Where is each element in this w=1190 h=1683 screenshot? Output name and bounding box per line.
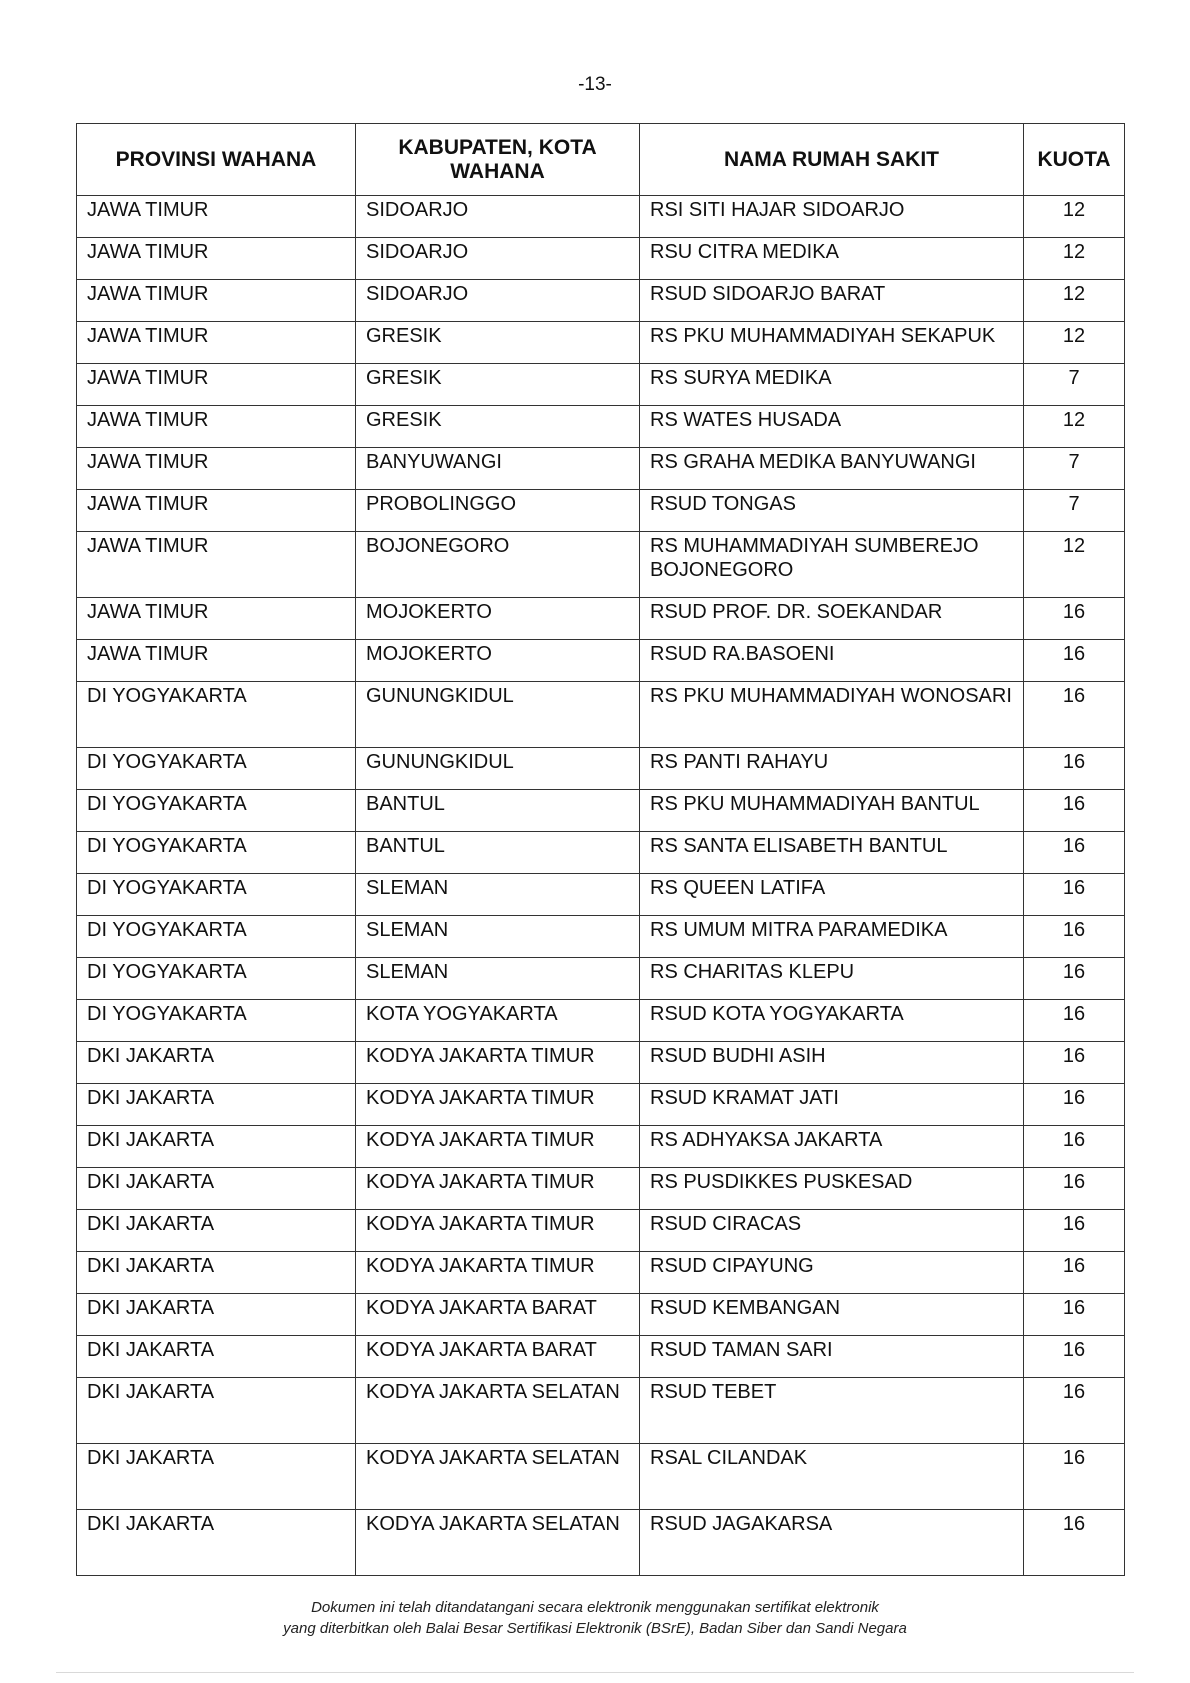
cell-provinsi: JAWA TIMUR (77, 532, 356, 598)
cell-kuota: 16 (1024, 832, 1125, 874)
cell-kabupaten-kota: BANTUL (356, 790, 640, 832)
table-row (77, 1252, 1125, 1294)
header-kuota: KUOTA (1024, 124, 1125, 196)
e-signature-footer (0, 1597, 1190, 1639)
header-kabupaten-kota: KABUPATEN, KOTA WAHANA (356, 124, 640, 196)
cell-provinsi: DKI JAKARTA (77, 1510, 356, 1576)
cell-kuota: 16 (1024, 598, 1125, 640)
table-row (77, 364, 1125, 406)
cell-provinsi: DI YOGYAKARTA (77, 682, 356, 748)
cell-rumah-sakit: RS ADHYAKSA JAKARTA (640, 1126, 1024, 1168)
cell-kabupaten-kota: MOJOKERTO (356, 598, 640, 640)
cell-kuota: 16 (1024, 1510, 1125, 1576)
cell-provinsi: JAWA TIMUR (77, 640, 356, 682)
table-row (77, 790, 1125, 832)
cell-kabupaten-kota: KODYA JAKARTA TIMUR (356, 1210, 640, 1252)
cell-kabupaten-kota: KODYA JAKARTA TIMUR (356, 1252, 640, 1294)
table-row (77, 958, 1125, 1000)
table-row (77, 1210, 1125, 1252)
cell-kuota: 16 (1024, 1000, 1125, 1042)
cell-rumah-sakit: RSUD PROF. DR. SOEKANDAR (640, 598, 1024, 640)
cell-provinsi: JAWA TIMUR (77, 238, 356, 280)
cell-kuota: 16 (1024, 874, 1125, 916)
cell-provinsi: DI YOGYAKARTA (77, 748, 356, 790)
table-row (77, 490, 1125, 532)
table-row (77, 406, 1125, 448)
cell-rumah-sakit: RS PKU MUHAMMADIYAH SEKAPUK (640, 322, 1024, 364)
cell-provinsi: DKI JAKARTA (77, 1084, 356, 1126)
cell-provinsi: DKI JAKARTA (77, 1444, 356, 1510)
table-row (77, 874, 1125, 916)
cell-rumah-sakit: RSUD SIDOARJO BARAT (640, 280, 1024, 322)
cell-kabupaten-kota: KODYA JAKARTA TIMUR (356, 1042, 640, 1084)
table-row (77, 322, 1125, 364)
cell-rumah-sakit: RSUD KRAMAT JATI (640, 1084, 1024, 1126)
cell-kuota: 16 (1024, 1378, 1125, 1444)
page-number: -13- (578, 74, 612, 95)
cell-kabupaten-kota: SLEMAN (356, 916, 640, 958)
table-row (77, 1000, 1125, 1042)
cell-kabupaten-kota: SLEMAN (356, 874, 640, 916)
table-row (77, 1042, 1125, 1084)
cell-rumah-sakit: RS MUHAMMADIYAH SUMBEREJO BOJONEGORO (640, 532, 1024, 598)
cell-rumah-sakit: RSUD TAMAN SARI (640, 1336, 1024, 1378)
cell-provinsi: DI YOGYAKARTA (77, 790, 356, 832)
table-row (77, 1294, 1125, 1336)
cell-provinsi: DKI JAKARTA (77, 1042, 356, 1084)
cell-kuota: 16 (1024, 916, 1125, 958)
cell-rumah-sakit: RSU CITRA MEDIKA (640, 238, 1024, 280)
cell-kabupaten-kota: KODYA JAKARTA SELATAN (356, 1444, 640, 1510)
cell-kabupaten-kota: KOTA YOGYAKARTA (356, 1000, 640, 1042)
table-row (77, 916, 1125, 958)
cell-provinsi: DKI JAKARTA (77, 1126, 356, 1168)
cell-provinsi: JAWA TIMUR (77, 490, 356, 532)
cell-rumah-sakit: RS PKU MUHAMMADIYAH WONOSARI (640, 682, 1024, 748)
cell-kuota: 12 (1024, 322, 1125, 364)
cell-rumah-sakit: RS PANTI RAHAYU (640, 748, 1024, 790)
cell-rumah-sakit: RSUD KEMBANGAN (640, 1294, 1024, 1336)
header-provinsi: PROVINSI WAHANA (77, 124, 356, 196)
cell-kuota: 16 (1024, 682, 1125, 748)
cell-kabupaten-kota: BOJONEGORO (356, 532, 640, 598)
cell-kuota: 16 (1024, 1252, 1125, 1294)
table-row (77, 280, 1125, 322)
cell-provinsi: DI YOGYAKARTA (77, 958, 356, 1000)
cell-kabupaten-kota: GUNUNGKIDUL (356, 748, 640, 790)
cell-kuota: 16 (1024, 1084, 1125, 1126)
cell-kuota: 12 (1024, 196, 1125, 238)
cell-kuota: 16 (1024, 790, 1125, 832)
table-row (77, 1126, 1125, 1168)
cell-kuota: 16 (1024, 1168, 1125, 1210)
cell-kuota: 16 (1024, 1294, 1125, 1336)
cell-rumah-sakit: RS PKU MUHAMMADIYAH BANTUL (640, 790, 1024, 832)
cell-rumah-sakit: RSUD CIRACAS (640, 1210, 1024, 1252)
cell-kabupaten-kota: KODYA JAKARTA TIMUR (356, 1084, 640, 1126)
cell-provinsi: DKI JAKARTA (77, 1378, 356, 1444)
cell-rumah-sakit: RSUD BUDHI ASIH (640, 1042, 1024, 1084)
table-row (77, 448, 1125, 490)
cell-provinsi: JAWA TIMUR (77, 364, 356, 406)
cell-provinsi: DI YOGYAKARTA (77, 1000, 356, 1042)
cell-provinsi: JAWA TIMUR (77, 598, 356, 640)
cell-kabupaten-kota: KODYA JAKARTA BARAT (356, 1336, 640, 1378)
cell-rumah-sakit: RS CHARITAS KLEPU (640, 958, 1024, 1000)
cell-provinsi: JAWA TIMUR (77, 280, 356, 322)
table-row (77, 682, 1125, 748)
cell-provinsi: DKI JAKARTA (77, 1168, 356, 1210)
cell-kabupaten-kota: KODYA JAKARTA BARAT (356, 1294, 640, 1336)
cell-rumah-sakit: RSUD TEBET (640, 1378, 1024, 1444)
cell-provinsi: JAWA TIMUR (77, 322, 356, 364)
cell-kuota: 12 (1024, 280, 1125, 322)
table-row (77, 832, 1125, 874)
cell-provinsi: JAWA TIMUR (77, 406, 356, 448)
cell-kabupaten-kota: PROBOLINGGO (356, 490, 640, 532)
cell-rumah-sakit: RS WATES HUSADA (640, 406, 1024, 448)
header-rumah-sakit: NAMA RUMAH SAKIT (640, 124, 1024, 196)
cell-kabupaten-kota: SIDOARJO (356, 238, 640, 280)
table-row (77, 640, 1125, 682)
cell-rumah-sakit: RS SANTA ELISABETH BANTUL (640, 832, 1024, 874)
cell-rumah-sakit: RS GRAHA MEDIKA BANYUWANGI (640, 448, 1024, 490)
cell-rumah-sakit: RSAL CILANDAK (640, 1444, 1024, 1510)
cell-rumah-sakit: RSUD CIPAYUNG (640, 1252, 1024, 1294)
table-row (77, 1510, 1125, 1576)
cell-kuota: 16 (1024, 958, 1125, 1000)
cell-kuota: 16 (1024, 1444, 1125, 1510)
cell-kuota: 12 (1024, 406, 1125, 448)
cell-kabupaten-kota: SLEMAN (356, 958, 640, 1000)
cell-provinsi: DKI JAKARTA (77, 1294, 356, 1336)
table-row (77, 238, 1125, 280)
cell-kuota: 7 (1024, 490, 1125, 532)
cell-rumah-sakit: RS UMUM MITRA PARAMEDIKA (640, 916, 1024, 958)
cell-kuota: 16 (1024, 748, 1125, 790)
table-row (77, 598, 1125, 640)
cell-kabupaten-kota: SIDOARJO (356, 196, 640, 238)
cell-provinsi: JAWA TIMUR (77, 448, 356, 490)
cell-rumah-sakit: RSI SITI HAJAR SIDOARJO (640, 196, 1024, 238)
cell-rumah-sakit: RSUD KOTA YOGYAKARTA (640, 1000, 1024, 1042)
hospital-quota-table-container (76, 123, 1124, 1576)
cell-rumah-sakit: RS PUSDIKKES PUSKESAD (640, 1168, 1024, 1210)
cell-rumah-sakit: RSUD TONGAS (640, 490, 1024, 532)
cell-kabupaten-kota: SIDOARJO (356, 280, 640, 322)
cell-kuota: 16 (1024, 1126, 1125, 1168)
cell-provinsi: JAWA TIMUR (77, 196, 356, 238)
table-row (77, 1336, 1125, 1378)
cell-kabupaten-kota: GRESIK (356, 364, 640, 406)
table-row (77, 196, 1125, 238)
cell-kuota: 16 (1024, 1336, 1125, 1378)
cell-kuota: 16 (1024, 1210, 1125, 1252)
cell-kabupaten-kota: GRESIK (356, 406, 640, 448)
cell-rumah-sakit: RS SURYA MEDIKA (640, 364, 1024, 406)
cell-kuota: 16 (1024, 1042, 1125, 1084)
footer-line-1: Dokumen ini telah ditandatangani secara elektronik menggunakan sertifikat elektronik (311, 1599, 879, 1616)
hospital-quota-table (76, 123, 1125, 1576)
page-bottom-divider (56, 1672, 1134, 1673)
cell-kuota: 7 (1024, 448, 1125, 490)
cell-kabupaten-kota: KODYA JAKARTA TIMUR (356, 1168, 640, 1210)
table-row (77, 1378, 1125, 1444)
cell-kabupaten-kota: BANYUWANGI (356, 448, 640, 490)
table-row (77, 1444, 1125, 1510)
cell-kabupaten-kota: GUNUNGKIDUL (356, 682, 640, 748)
table-row (77, 1168, 1125, 1210)
table-body (77, 196, 1125, 1576)
cell-kabupaten-kota: KODYA JAKARTA SELATAN (356, 1510, 640, 1576)
footer-line-2: yang diterbitkan oleh Balai Besar Sertifikasi Elektronik (BSrE), Badan Siber dan Sandi Negara (283, 1620, 907, 1637)
table-row (77, 532, 1125, 598)
cell-provinsi: DI YOGYAKARTA (77, 874, 356, 916)
cell-kabupaten-kota: BANTUL (356, 832, 640, 874)
cell-kabupaten-kota: GRESIK (356, 322, 640, 364)
cell-provinsi: DI YOGYAKARTA (77, 916, 356, 958)
table-header-row (77, 124, 1125, 196)
cell-rumah-sakit: RSUD JAGAKARSA (640, 1510, 1024, 1576)
cell-provinsi: DKI JAKARTA (77, 1252, 356, 1294)
cell-kabupaten-kota: MOJOKERTO (356, 640, 640, 682)
cell-kuota: 12 (1024, 238, 1125, 280)
cell-provinsi: DI YOGYAKARTA (77, 832, 356, 874)
cell-kuota: 7 (1024, 364, 1125, 406)
cell-kuota: 12 (1024, 532, 1125, 598)
table-row (77, 748, 1125, 790)
cell-rumah-sakit: RSUD RA.BASOENI (640, 640, 1024, 682)
cell-provinsi: DKI JAKARTA (77, 1210, 356, 1252)
table-row (77, 1084, 1125, 1126)
cell-kabupaten-kota: KODYA JAKARTA SELATAN (356, 1378, 640, 1444)
cell-kuota: 16 (1024, 640, 1125, 682)
cell-provinsi: DKI JAKARTA (77, 1336, 356, 1378)
cell-kabupaten-kota: KODYA JAKARTA TIMUR (356, 1126, 640, 1168)
cell-rumah-sakit: RS QUEEN LATIFA (640, 874, 1024, 916)
